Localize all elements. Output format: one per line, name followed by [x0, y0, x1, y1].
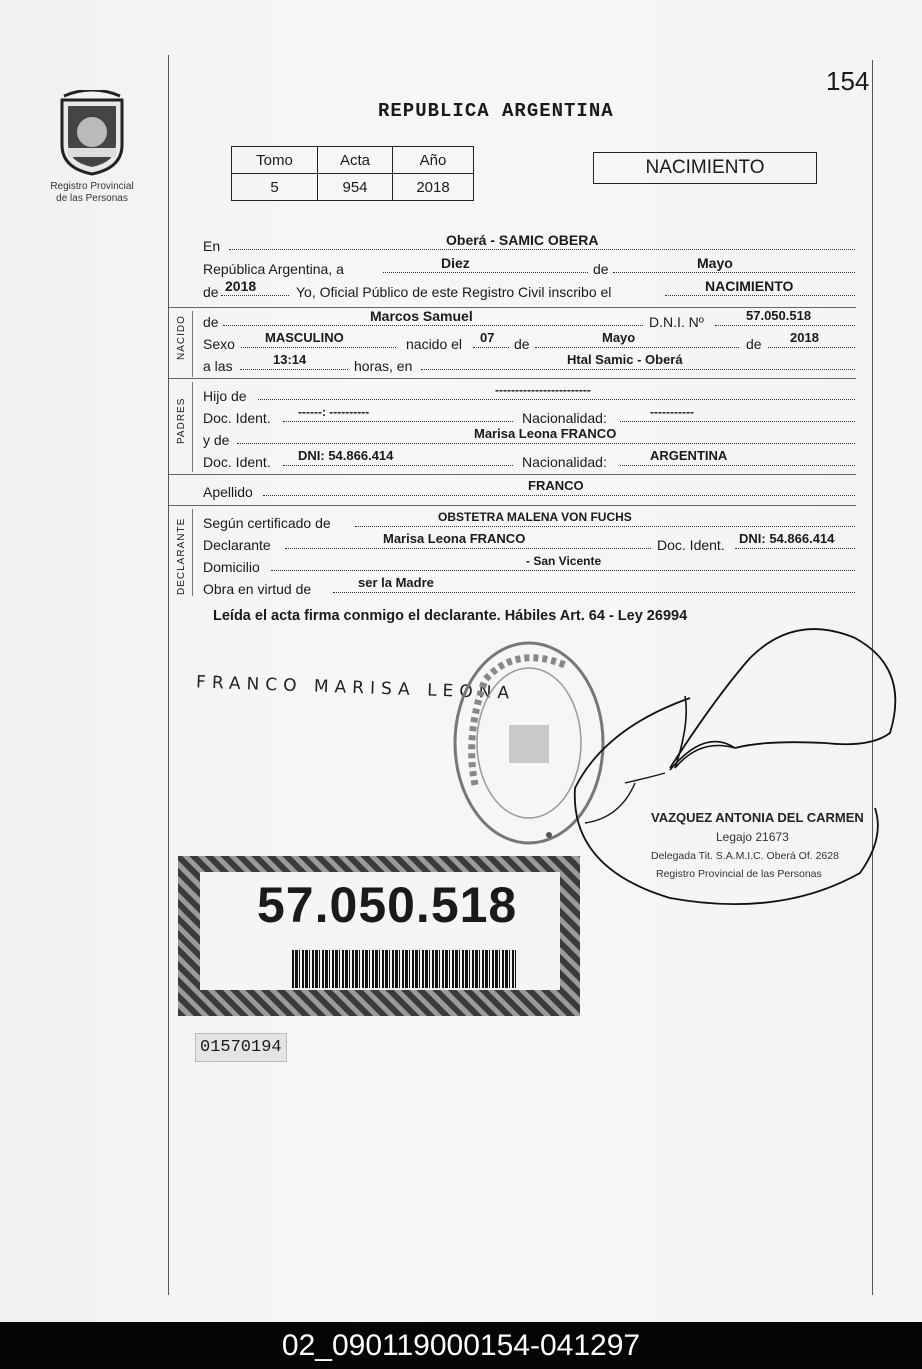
value-ano: 2018 — [393, 174, 474, 201]
tomo-acta-ano-table — [231, 146, 474, 201]
label-horas-en: horas, en — [354, 358, 413, 374]
header-ano: Año — [393, 147, 474, 174]
value-hora: 13:14 — [273, 352, 307, 367]
value-inscribe: NACIMIENTO — [705, 278, 794, 294]
label-doc-madre: Doc. Ident. — [203, 454, 271, 470]
value-lugar-nac: Htal Samic - Oberá — [567, 352, 683, 367]
label-nombre-de: de — [203, 314, 219, 330]
value-certificado: OBSTETRA MALENA VON FUCHS — [438, 510, 632, 524]
label-y-de: y de — [203, 432, 230, 448]
label-doc-padre: Doc. Ident. — [203, 410, 271, 426]
label-sexo: Sexo — [203, 336, 235, 352]
declarante-sidebar-line — [192, 509, 193, 596]
value-tomo: 5 — [232, 174, 318, 201]
value-dia: Diez — [441, 255, 470, 271]
label-certificado: Según certificado de — [203, 515, 331, 531]
leida-texto: Leída el acta firma conmigo el declarante. Hábiles Art. 64 - Ley 26994 — [213, 608, 688, 624]
label-declarante: Declarante — [203, 537, 271, 553]
dni-label-inner — [200, 872, 560, 990]
value-nombre: Marcos Samuel — [370, 308, 473, 324]
row-domicilio — [203, 554, 855, 577]
header-acta: Acta — [318, 147, 393, 174]
label-domicilio: Domicilio — [203, 559, 260, 575]
dni-label-sticker — [178, 856, 580, 1016]
value-domicilio: - San Vicente — [526, 554, 602, 568]
dni-number: 57.050.518 — [257, 877, 518, 933]
value-padre: ------------------------ — [495, 383, 591, 397]
row-apellido — [203, 478, 855, 502]
misiones-seal-logo — [54, 90, 130, 176]
label-de-mes: de — [514, 336, 530, 352]
side-label-declarante: DECLARANTE — [176, 517, 187, 595]
value-dni: 57.050.518 — [746, 308, 812, 323]
value-acta: 954 — [318, 174, 393, 201]
value-doc-declarante: DNI: 54.866.414 — [739, 531, 835, 546]
value-mes-nac: Mayo — [602, 330, 636, 345]
value-dia-nac: 07 — [480, 330, 495, 345]
label-nacido-el: nacido el — [406, 336, 463, 352]
label-a-las: a las — [203, 358, 233, 374]
label-republica: República Argentina, a — [203, 261, 344, 277]
value-apellido: FRANCO — [528, 478, 584, 493]
oficial-nombre: VAZQUEZ ANTONIA DEL CARMEN — [651, 810, 864, 825]
row-obra — [203, 575, 855, 599]
logo-caption-line2: de las Personas — [56, 193, 128, 204]
value-madre-doc: DNI: 54.866.414 — [298, 448, 394, 463]
label-hijo-de: Hijo de — [203, 388, 247, 404]
label-apellido: Apellido — [203, 484, 253, 500]
texto-oficial: Yo, Oficial Público de este Registro Civil inscribo el — [296, 284, 612, 300]
side-label-padres: PADRES — [176, 397, 187, 444]
label-nac-padre: Nacionalidad: — [522, 410, 607, 426]
value-madre-nac: ARGENTINA — [650, 448, 728, 463]
serial-number: 01570194 — [195, 1033, 287, 1062]
padres-sidebar-line — [192, 382, 193, 472]
value-madre: Marisa Leona FRANCO — [474, 426, 617, 441]
value-mes: Mayo — [697, 255, 733, 271]
label-obra: Obra en virtud de — [203, 581, 312, 597]
separator-2 — [169, 378, 856, 379]
label-doc-declarante: Doc. Ident. — [657, 537, 725, 553]
side-label-nacido: NACIDO — [176, 315, 187, 360]
row-en — [203, 232, 855, 256]
value-anio-nac: 2018 — [790, 330, 819, 345]
left-margin-line — [168, 55, 169, 1295]
page-number: 154 — [826, 66, 870, 96]
value-padre-doc: ------: ---------- — [298, 405, 370, 419]
separator-3 — [169, 474, 856, 475]
label-de-anio: de — [746, 336, 762, 352]
value-padre-nac: ----------- — [650, 405, 694, 419]
nacido-sidebar-line — [192, 311, 193, 377]
document-title: REPUBLICA ARGENTINA — [378, 100, 614, 122]
tipo-acta-box: NACIMIENTO — [593, 152, 817, 184]
handwritten-signature-declarante: FRANCO MARISA LEONA — [195, 672, 516, 704]
oficial-legajo: Legajo 21673 — [716, 830, 789, 844]
value-sexo: MASCULINO — [265, 330, 344, 345]
logo-caption — [40, 181, 144, 205]
oficial-cargo: Delegada Tit. S.A.M.I.C. Oberá Of. 2628 — [651, 850, 839, 862]
value-obra: ser la Madre — [358, 575, 434, 590]
header-tomo: Tomo — [232, 147, 318, 174]
oficial-registro: Registro Provincial de las Personas — [656, 868, 822, 880]
footer-file-id: 02_090119000154-041297 — [0, 1322, 922, 1369]
dni-barcode — [292, 950, 516, 988]
row-madre-doc — [203, 448, 855, 472]
logo-caption-line1: Registro Provincial — [50, 181, 134, 192]
label-de2: de — [203, 284, 219, 300]
value-en: Oberá - SAMIC OBERA — [446, 232, 599, 248]
value-declarante: Marisa Leona FRANCO — [383, 531, 526, 546]
label-dni: D.N.I. Nº — [649, 314, 704, 330]
label-nac-madre: Nacionalidad: — [522, 454, 607, 470]
value-anio: 2018 — [225, 278, 257, 294]
label-de: de — [593, 261, 609, 277]
separator-4 — [169, 505, 856, 506]
label-en: En — [203, 238, 221, 254]
row-hora — [203, 352, 855, 376]
row-anio — [203, 278, 855, 302]
